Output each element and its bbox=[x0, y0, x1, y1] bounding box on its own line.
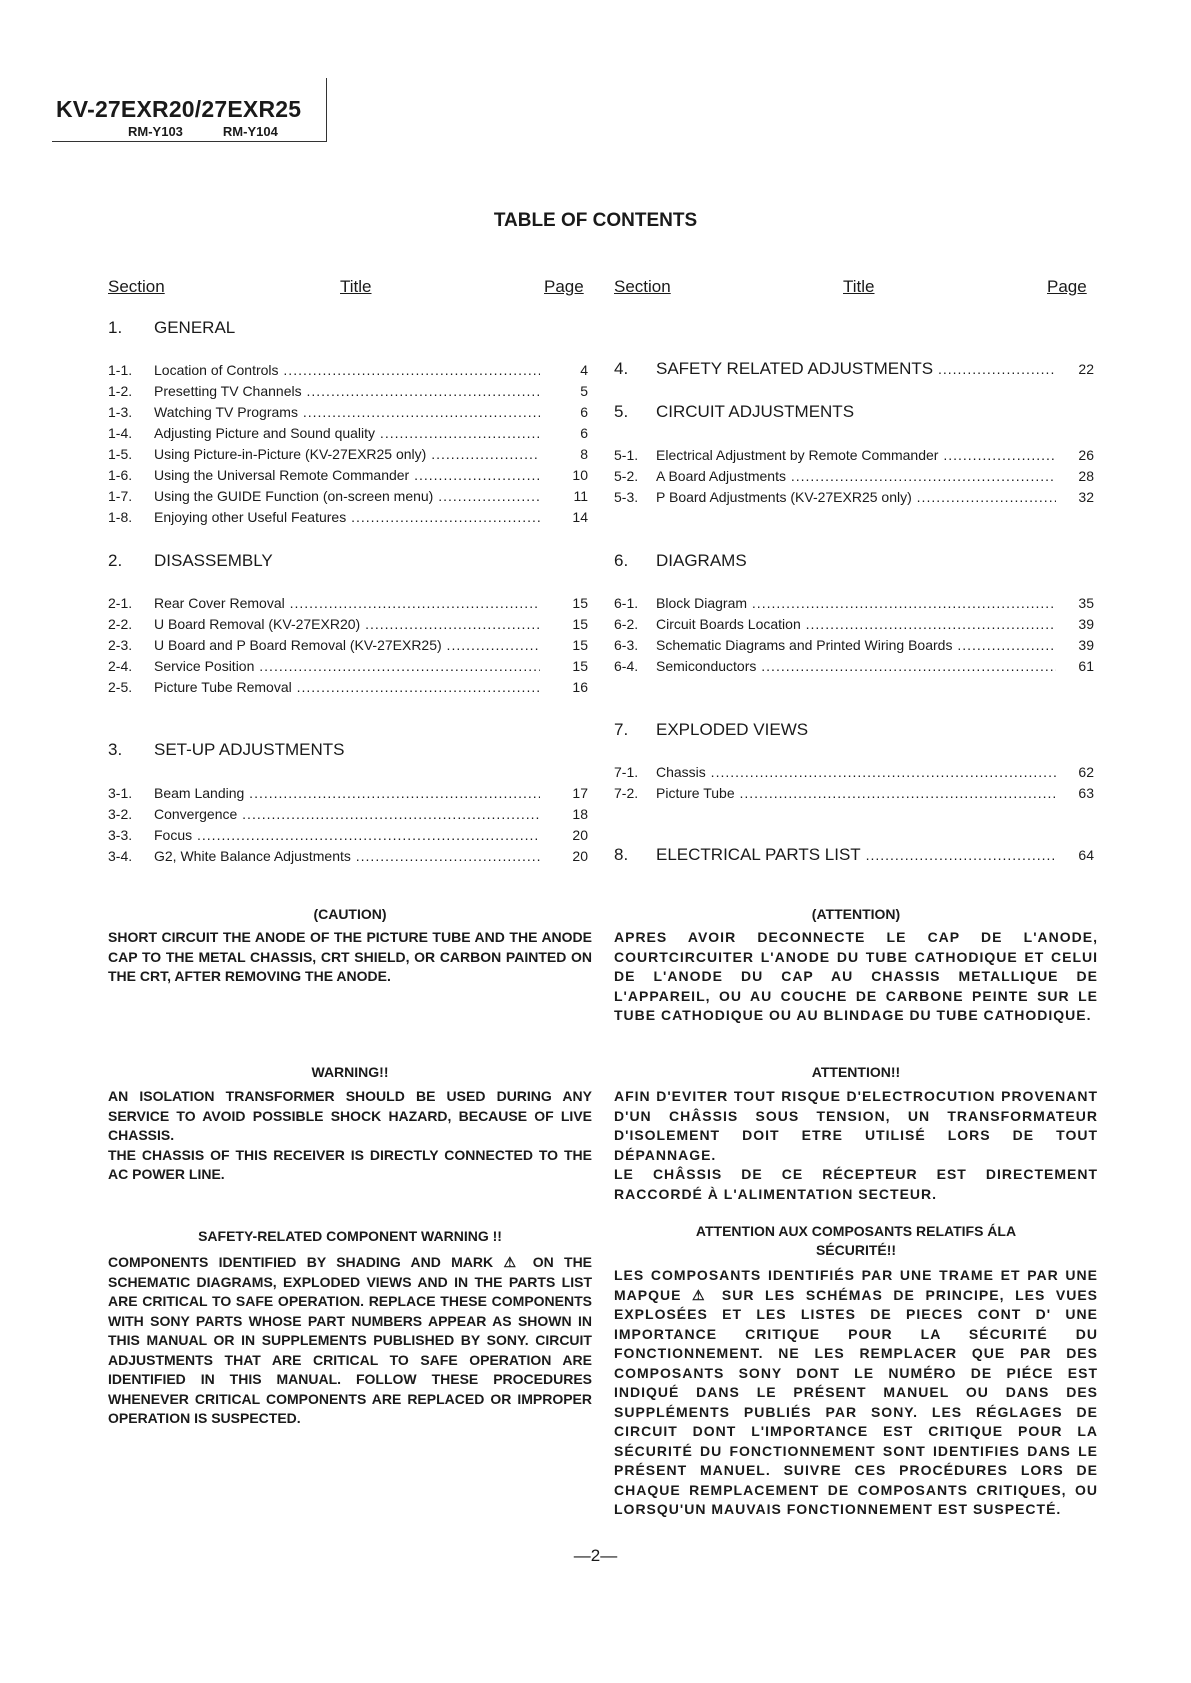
toc-number: 1-8. bbox=[108, 509, 133, 525]
toc-number: 1-1. bbox=[108, 362, 133, 378]
warning-fr-heading: ATTENTION!! bbox=[811, 1064, 901, 1080]
column-header-section: Section bbox=[108, 277, 165, 296]
toc-title: SAFETY RELATED ADJUSTMENTS ..... bbox=[656, 357, 1056, 381]
warning-triangle-icon: ⚠ bbox=[503, 1254, 523, 1270]
toc-title: DISASSEMBLY bbox=[154, 551, 273, 570]
column-header-section: Section bbox=[614, 277, 671, 296]
warning-fr-paragraph: AFIN D'EVITER TOUT RISQUE D'ELECTROCUTION PROVENANT D'UN CHÂSSIS SOUS TENSION, UN TRANSFORMATEUR D'ISOLEMENT DOIT ETRE UTILISÉ LORS DE TOUT DÉPANNAGE. bbox=[614, 1088, 1098, 1163]
toc-entry bbox=[108, 846, 588, 866]
toc-entry bbox=[108, 783, 588, 803]
toc-number: 1. bbox=[108, 318, 123, 337]
toc-page-number: 32 bbox=[1078, 489, 1094, 505]
toc-number: 2-3. bbox=[108, 637, 133, 653]
toc-entry bbox=[108, 825, 588, 845]
toc-title: Using Picture-in-Picture (KV-27EXR25 only) ..... bbox=[154, 444, 540, 464]
toc-title: Enjoying other Useful Features ..... bbox=[154, 507, 540, 527]
toc-number: 4. bbox=[614, 359, 629, 378]
toc-entry bbox=[614, 656, 1094, 676]
toc-section bbox=[614, 843, 1094, 867]
toc-page-number: 15 bbox=[572, 658, 588, 674]
header-divider-horizontal bbox=[52, 141, 327, 142]
toc-page-number: 20 bbox=[572, 848, 588, 864]
toc-title: GENERAL bbox=[154, 318, 236, 337]
toc-page-number: 15 bbox=[572, 637, 588, 653]
toc-entry bbox=[108, 804, 588, 824]
warning-paragraph: THE CHASSIS OF THIS RECEIVER IS DIRECTLY CONNECTED TO THE AC POWER LINE. bbox=[108, 1146, 592, 1182]
toc-entry bbox=[108, 486, 588, 506]
toc-entry bbox=[614, 614, 1094, 634]
toc-number: 1-7. bbox=[108, 488, 133, 504]
toc-title: Using the GUIDE Function (on-screen menu) ..... bbox=[154, 486, 540, 506]
toc-number: 3-2. bbox=[108, 806, 133, 822]
toc-number: 6-3. bbox=[614, 637, 639, 653]
warning-fr-paragraph: LE CHÂSSIS DE CE RÉCEPTEUR EST DIRECTEMENT RACCORDÉ À L'ALIMENTATION SECTEUR. bbox=[614, 1166, 1098, 1202]
toc-number: 3-1. bbox=[108, 785, 133, 801]
toc-page-number: 8 bbox=[580, 446, 588, 462]
toc-title: G2, White Balance Adjustments ..... bbox=[154, 846, 540, 866]
attention-heading: (ATTENTION) bbox=[811, 906, 901, 922]
toc-page-number: 17 bbox=[572, 785, 588, 801]
toc-number: 5-1. bbox=[614, 447, 639, 463]
toc-section bbox=[108, 738, 588, 762]
toc-title: Semiconductors ..... bbox=[656, 656, 1056, 676]
toc-page-number: 28 bbox=[1078, 468, 1094, 484]
toc-entry bbox=[614, 762, 1094, 782]
toc-number: 7. bbox=[614, 720, 629, 739]
toc-title: Beam Landing ..... bbox=[154, 783, 540, 803]
warning-triangle-icon: ⚠ bbox=[692, 1286, 712, 1303]
toc-page-number: 22 bbox=[1078, 361, 1094, 377]
toc-number: 2. bbox=[108, 551, 123, 570]
toc-page-number: 39 bbox=[1078, 616, 1094, 632]
toc-page-number: 64 bbox=[1078, 847, 1094, 863]
toc-page-number: 39 bbox=[1078, 637, 1094, 653]
toc-number: 6-4. bbox=[614, 658, 639, 674]
toc-entry bbox=[108, 677, 588, 697]
page-title: TABLE OF CONTENTS bbox=[493, 210, 698, 231]
toc-page-number: 35 bbox=[1078, 595, 1094, 611]
toc-section bbox=[614, 718, 1094, 742]
toc-title: Block Diagram ..... bbox=[656, 593, 1056, 613]
toc-section bbox=[614, 357, 1094, 381]
toc-number: 7-1. bbox=[614, 764, 639, 780]
safety-fr-text-rest: SUR LES SCHÉMAS DE PRINCIPE, LES VUES EXPLOSÉES ET LES LISTES DE PIECES CONT D' UNE IMPORTANCE CRITIQUE POUR LA SÉCURITÉ DU FONCTIONNEMENT. NE LES REMPLACER QUE PAR DES COMPOSANTS SONY DONT LE NUMÉRO DE PIÉCE EST INDIQUÉ DANS LE PRÉSENT MANUEL OU DANS DES SUPPLÉMENTS PUBLIÉS PAR SONY. LES RÉGLAGES DE CIRCUIT DONT L'IMPORTANCE EST CRITIQUE POUR LA SÉCURITÉ DU FONCTIONNEMENT SONT IDENTIFIES DANS LE PRÉSENT MANUEL. SUIVRE CES PROCÉDURES LORS DE CHAQUE REMPLACEMENT DE COMPOSANTS CRITIQUES, OU LORSQU'UN MAUVAIS FONCTIONNEMENT EST SUSPECTÉ. bbox=[614, 1286, 1099, 1517]
header-divider-vertical bbox=[326, 78, 327, 142]
toc-page-number: 11 bbox=[573, 488, 588, 504]
toc-page-number: 16 bbox=[572, 679, 588, 695]
toc-title: EXPLODED VIEWS bbox=[656, 720, 809, 739]
toc-page-number: 26 bbox=[1078, 447, 1094, 463]
toc-title: U Board and P Board Removal (KV-27EXR25) ..... bbox=[154, 635, 540, 655]
toc-number: 2-1. bbox=[108, 595, 133, 611]
toc-title: Circuit Boards Location ..... bbox=[656, 614, 1056, 634]
toc-number: 3-4. bbox=[108, 848, 133, 864]
caution-text: SHORT CIRCUIT THE ANODE OF THE PICTURE TUBE AND THE ANODE CAP TO THE METAL CHASSIS, CRT SHIELD, OR CARBON PAINTED ON THE CRT, AFTER REMOVING THE ANODE. bbox=[108, 929, 592, 984]
toc-entry bbox=[108, 402, 588, 422]
toc-entry bbox=[108, 656, 588, 676]
toc-number: 1-5. bbox=[108, 446, 133, 462]
remote-models bbox=[128, 124, 278, 139]
toc-title: Using the Universal Remote Commander ..... bbox=[154, 465, 540, 485]
toc-entry bbox=[108, 423, 588, 443]
page-number: —2— bbox=[573, 1546, 618, 1565]
safety-heading: SAFETY-RELATED COMPONENT WARNING !! bbox=[198, 1228, 502, 1244]
safety-fr-heading-line: ATTENTION AUX COMPOSANTS RELATIFS ÁLA bbox=[695, 1223, 1017, 1239]
safety-text-rest: ON THE SCHEMATIC DIAGRAMS, EXPLODED VIEWS AND IN THE PARTS LIST ARE CRITICAL TO SAFE OPERATION. REPLACE THESE COMPONENTS WITH SONY PARTS WHOSE PART NUMBERS APPEAR AS SHOWN IN THIS MANUAL OR IN SUPPLEMENTS PUBLISHED BY SONY. CIRCUIT ADJUSTMENTS THAT ARE CRITICAL TO SAFE OPERATION ARE IDENTIFIED IN THIS MANUAL. FOLLOW THESE PROCEDURES WHENEVER CRITICAL COMPONENTS ARE REPLACED OR IMPROPER OPERATION IS SUSPECTED. bbox=[108, 1254, 593, 1426]
toc-number: 3-3. bbox=[108, 827, 133, 843]
toc-title: Adjusting Picture and Sound quality ..... bbox=[154, 423, 540, 443]
toc-number: 6-1. bbox=[614, 595, 639, 611]
column-header-title: Title bbox=[843, 277, 875, 296]
toc-entry bbox=[108, 360, 588, 380]
toc-number: 1-3. bbox=[108, 404, 133, 420]
toc-entry bbox=[108, 593, 588, 613]
safety-fr-text-start: LES COMPOSANTS IDENTIFIÉS PAR UNE TRAME ET PAR UNE MAPQUE bbox=[614, 1267, 1098, 1303]
toc-title: Chassis ..... bbox=[656, 762, 1056, 782]
toc-number: 6. bbox=[614, 551, 629, 570]
toc-page-number: 6 bbox=[580, 404, 588, 420]
toc-number: 6-2. bbox=[614, 616, 639, 632]
toc-number: 7-2. bbox=[614, 785, 639, 801]
toc-section bbox=[108, 549, 588, 573]
toc-title: CIRCUIT ADJUSTMENTS bbox=[656, 402, 855, 421]
toc-entry bbox=[108, 381, 588, 401]
toc-title: Focus ..... bbox=[154, 825, 540, 845]
toc-title: Service Position ..... bbox=[154, 656, 540, 676]
toc-number: 1-4. bbox=[108, 425, 133, 441]
toc-entry bbox=[614, 466, 1094, 486]
toc-page-number: 14 bbox=[572, 509, 588, 525]
safety-fr-heading-line: SÉCURITÉ!! bbox=[815, 1242, 897, 1258]
toc-page-number: 61 bbox=[1078, 658, 1094, 674]
toc-title: Picture Tube ..... bbox=[656, 783, 1056, 803]
safety-fr-text bbox=[614, 1266, 1098, 1520]
toc-title: Convergence ..... bbox=[154, 804, 540, 824]
warning-text bbox=[108, 1087, 592, 1185]
safety-fr-heading bbox=[614, 1222, 1098, 1260]
toc-number: 1-6. bbox=[108, 467, 133, 483]
toc-title: Location of Controls ..... bbox=[154, 360, 540, 380]
safety-text-start: COMPONENTS IDENTIFIED BY SHADING AND MARK bbox=[108, 1254, 494, 1270]
toc-number: 2-2. bbox=[108, 616, 133, 632]
toc-title: Schematic Diagrams and Printed Wiring Boards ..... bbox=[656, 635, 1056, 655]
safety-text bbox=[108, 1253, 592, 1429]
toc-section bbox=[614, 549, 1094, 573]
toc-title: Electrical Adjustment by Remote Commander ..... bbox=[656, 445, 1056, 465]
toc-page-number: 62 bbox=[1078, 764, 1094, 780]
toc-entry bbox=[614, 635, 1094, 655]
toc-entry bbox=[108, 444, 588, 464]
toc-page-number: 4 bbox=[580, 362, 588, 378]
column-header-page: Page bbox=[1047, 277, 1087, 296]
toc-section bbox=[614, 400, 1094, 424]
warning-heading: WARNING!! bbox=[311, 1064, 389, 1080]
toc-title: Picture Tube Removal ..... bbox=[154, 677, 540, 697]
toc-entry bbox=[108, 635, 588, 655]
warning-fr-text bbox=[614, 1087, 1098, 1204]
toc-entry bbox=[614, 783, 1094, 803]
toc-number: 2-5. bbox=[108, 679, 133, 695]
toc-page-number: 20 bbox=[572, 827, 588, 843]
toc-entry bbox=[108, 465, 588, 485]
toc-title: A Board Adjustments ..... bbox=[656, 466, 1056, 486]
toc-page-number: 6 bbox=[580, 425, 588, 441]
toc-number: 2-4. bbox=[108, 658, 133, 674]
toc-number: 5-2. bbox=[614, 468, 639, 484]
toc-page-number: 5 bbox=[580, 383, 588, 399]
toc-number: 5. bbox=[614, 402, 629, 421]
toc-page-number: 15 bbox=[572, 595, 588, 611]
toc-title: P Board Adjustments (KV-27EXR25 only) ..... bbox=[656, 487, 1056, 507]
toc-number: 1-2. bbox=[108, 383, 133, 399]
toc-number: 5-3. bbox=[614, 489, 639, 505]
toc-page-number: 10 bbox=[572, 467, 588, 483]
toc-entry bbox=[108, 507, 588, 527]
toc-title: SET-UP ADJUSTMENTS bbox=[154, 740, 345, 759]
toc-entry bbox=[108, 614, 588, 634]
column-header-title: Title bbox=[340, 277, 372, 296]
toc-page-number: 15 bbox=[572, 616, 588, 632]
toc-number: 3. bbox=[108, 740, 123, 759]
remote-model: RM-Y103 bbox=[128, 124, 183, 139]
toc-page-number: 63 bbox=[1078, 785, 1094, 801]
column-header-page: Page bbox=[544, 277, 584, 296]
toc-entry bbox=[614, 445, 1094, 465]
model-number: KV-27EXR20/27EXR25 bbox=[56, 96, 302, 122]
warning-paragraph: AN ISOLATION TRANSFORMER SHOULD BE USED DURING ANY SERVICE TO AVOID POSSIBLE SHOCK HAZARD, BECAUSE OF LIVE CHASSIS. bbox=[108, 1088, 592, 1143]
remote-model: RM-Y104 bbox=[222, 124, 278, 139]
toc-section bbox=[108, 316, 588, 340]
toc-number: 8. bbox=[614, 845, 629, 864]
toc-entry bbox=[614, 487, 1094, 507]
caution-heading: (CAUTION) bbox=[313, 906, 387, 922]
toc-title: U Board Removal (KV-27EXR20) ..... bbox=[154, 614, 540, 634]
toc-title: Presetting TV Channels ..... bbox=[154, 381, 540, 401]
toc-title: Watching TV Programs ..... bbox=[154, 402, 540, 422]
toc-entry bbox=[614, 593, 1094, 613]
toc-title: Rear Cover Removal ..... bbox=[154, 593, 540, 613]
toc-page-number: 18 bbox=[572, 806, 588, 822]
attention-text: APRES AVOIR DECONNECTE LE CAP DE L'ANODE, COURTCIRCUITER L'ANODE DU TUBE CATHODIQUE ET CELUI DE L'ANODE DU CAP AU CHASSIS METALLIQUE DE L'APPAREIL, OU AU COUCHE DE CARBONE PEINTE SUR LE TUBE CATHODIQUE OU AU BLINDAGE DU TUBE CATHODIQUE. bbox=[614, 929, 1098, 1023]
toc-title: DIAGRAMS bbox=[656, 551, 747, 570]
toc-title: ELECTRICAL PARTS LIST ..... bbox=[656, 843, 1056, 867]
